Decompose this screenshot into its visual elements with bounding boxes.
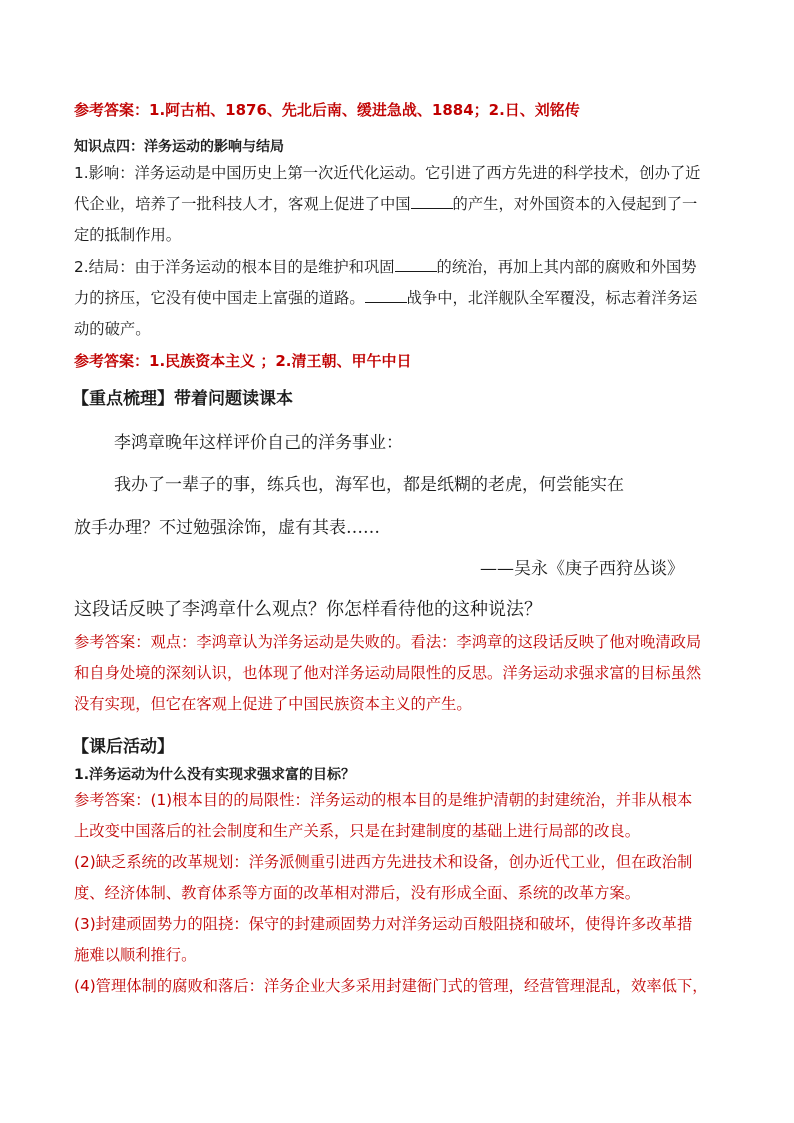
text-segment: 的统治，再加上其内部的腐败和外国势 <box>436 258 697 276</box>
paragraph-line: 动的破产。 <box>74 320 151 338</box>
text-segment: 战争中，北洋舰队全军覆没，标志着洋务运 <box>406 289 698 307</box>
paragraph-line: 没有实现，但它在客观上促进了中国民族资本主义的产生。 <box>74 695 472 713</box>
text-segment: 的产生，对外国资本的入侵起到了一 <box>452 195 698 213</box>
answer-text: 参考答案：1.民族资本主义 ；2.清王朝、甲午中日 <box>74 352 412 370</box>
paragraph-line: 1.影响：洋务运动是中国历史上第一次近代化运动。它引进了西方先进的科学技术，创办了近 <box>74 164 701 182</box>
paragraph-line <box>74 283 738 314</box>
paragraph-line <box>74 252 738 283</box>
fill-blank <box>395 259 437 272</box>
outcome-paragraph <box>74 252 738 345</box>
section-heading: 【课后活动】 <box>72 737 174 757</box>
knowledge-point-title: 知识点四：洋务运动的影响与结局 <box>74 139 284 155</box>
paragraph-line: 施难以顺利推行。 <box>74 946 197 964</box>
paragraph-line: (3)封建顽固势力的阻挠：保守的封建顽固势力对洋务运动百般阻挠和破坏，使得许多改革措 <box>74 915 693 933</box>
paragraph-line: 度、经济体制、教育体系等方面的改革相对滞后，没有形成全面、系统的改革方案。 <box>74 884 640 902</box>
quote-source: ——吴永《庚子西狩丛谈》 <box>480 559 684 579</box>
fill-blank <box>365 290 407 303</box>
quote-line: 放手办理？不过勉强涂饰，虚有其表…… <box>74 518 380 538</box>
paragraph-line: 和自身处境的深刻认识，也体现了他对洋务运动局限性的反思。洋务运动求强求富的目标虽然 <box>74 664 702 682</box>
paragraph-line <box>74 189 738 220</box>
answer-text: 参考答案：1.阿古柏、1876、先北后南、缓进急战、1884；2.日、刘铭传 <box>74 101 580 119</box>
quote-line: 我办了一辈子的事，练兵也，海军也，都是纸糊的老虎，何尝能实在 <box>114 475 624 495</box>
paragraph-line: 参考答案：观点：李鸿章认为洋务运动是失败的。看法：李鸿章的这段话反映了他对晚清政局 <box>74 633 702 651</box>
paragraph-line: 上改变中国落后的社会制度和生产关系，只是在封建制度的基础上进行局部的改良。 <box>74 822 640 840</box>
discussion-question: 这段话反映了李鸿章什么观点？你怎样看待他的这种说法？ <box>74 599 542 620</box>
quote-intro: 李鸿章晚年这样评价自己的洋务事业： <box>114 433 403 453</box>
paragraph-line: (2)缺乏系统的改革规划：洋务派侧重引进西方先进技术和设备，创办近代工业，但在政治制 <box>74 853 693 871</box>
activity-question: 1.洋务运动为什么没有实现求强求富的目标？ <box>74 767 356 783</box>
text-segment: 代企业，培养了一批科技人才，客观上促进了中国 <box>74 195 411 213</box>
paragraph-line: 定的抵制作用。 <box>74 226 182 244</box>
paragraph-line: 参考答案：(1)根本目的的局限性：洋务运动的根本目的是维护清朝的封建统治，并非从根本 <box>74 791 693 809</box>
text-segment: 力的挤压，它没有使中国走上富强的道路。 <box>74 289 365 307</box>
influence-paragraph <box>74 158 738 251</box>
answer-paragraph <box>74 627 738 720</box>
answer-paragraph <box>74 785 738 1002</box>
text-segment: 2.结局：由于洋务运动的根本目的是维护和巩固 <box>74 258 395 276</box>
paragraph-line: (4)管理体制的腐败和落后：洋务企业大多采用封建衙门式的管理，经营管理混乱，效率低下， <box>74 977 708 995</box>
section-heading: 【重点梳理】带着问题读课本 <box>72 389 293 409</box>
fill-blank <box>411 196 453 209</box>
